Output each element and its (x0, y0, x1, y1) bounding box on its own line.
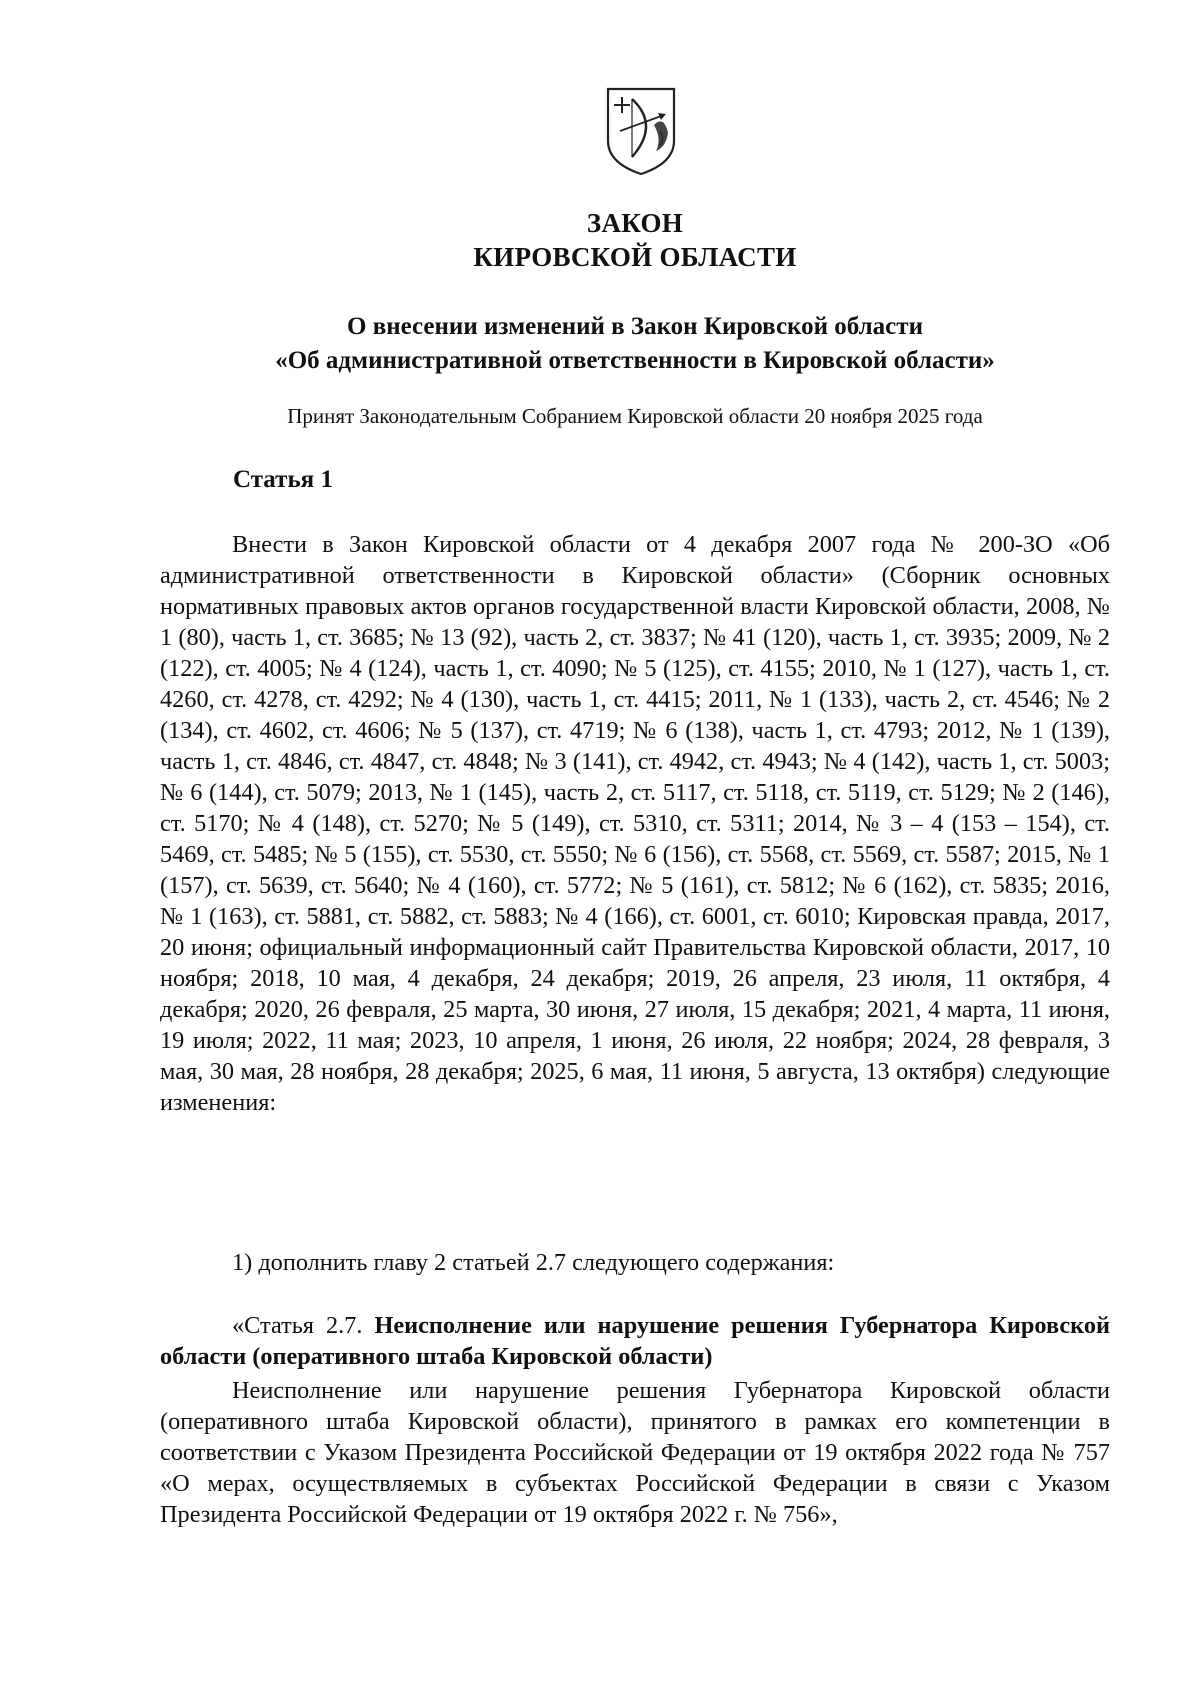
article-1-paragraph: Внести в Закон Кировской области от 4 декабря 2007 года № 200-ЗО «Об административной ответственности в Кировской области» (Сборник основных нормативных правовых актов органов государственной власти Кировской области, 2008, № 1 (80), часть 1, ст. 3685; № 13 (92), часть 2, ст. 3837; № 41 (120), часть 1, ст. 3935; 2009, № 2 (122), ст. 4005; № 4 (124), часть 1, ст. 4090; № 5 (125), ст. 4155; 2010, № 1 (127), часть 1, ст. 4260, ст. 4278, ст. 4292; № 4 (130), часть 1, ст. 4415; 2011, № 1 (133), часть 2, ст. 4546; № 2 (134), ст. 4602, ст. 4606; № 5 (137), ст. 4719; № 6 (138), часть 1, ст. 4793; 2012, № 1 (139), часть 1, ст. 4846, ст. 4847, ст. 4848; № 3 (141), ст. 4942, ст. 4943; № 4 (142), часть 1, ст. 5003; № 6 (144), ст. 5079; 2013, № 1 (145), часть 2, ст. 5117, ст. 5118, ст. 5119, ст. 5129; № 2 (146), ст. 5170; № 4 (148), ст. 5270; № 5 (149), ст. 5310, ст. 5311; 2014, № 3 – 4 (153 – 154), ст. 5469, ст. 5485; № 5 (155), ст. 5530, ст. 5550; № 6 (156), ст. 5568, ст. 5569, ст. 5587; 2015, № 1 (157), ст. 5639, ст. 5640; № 4 (160), ст. 5772; № 5 (161), ст. 5812; № 6 (162), ст. 5835; 2016, № 1 (163), ст. 5881, ст. 5882, ст. 5883; № 4 (166), ст. 6001, ст. 6010; Кировская правда, 2017, 20 июня; официальный информационный сайт Правительства Кировской области, 2017, 10 ноября; 2018, 10 мая, 4 декабря, 24 декабря; 2019, 26 апреля, 23 июля, 11 октября, 4 декабря; 2020, 26 февраля, 25 марта, 30 июня, 27 июля, 15 декабря; 2021, 4 марта, 11 июня, 19 июля; 2022, 11 мая; 2023, 10 апреля, 1 июня, 26 июля, 22 ноября; 2024, 28 февраля, 3 мая, 30 мая, 28 ноября, 28 декабря; 2025, 6 мая, 11 июня, 5 августа, 13 октября) следующие изменения: (160, 531, 1110, 1116)
law-label: ЗАКОН (586, 208, 684, 238)
article-2-7-prefix: «Статья 2.7. (232, 1312, 375, 1339)
article-2-7-title: Неисполнение или нарушение решения Губернатора Кировской области (оперативного штаба Кировской области) (160, 1312, 1110, 1370)
adoption-note: Принят Законодательным Собранием Кировской области 20 ноября 2025 года (287, 404, 983, 428)
law-subject (0, 310, 1200, 378)
law-region: КИРОВСКОЙ ОБЛАСТИ (473, 242, 797, 272)
article-1-item-1: 1) дополнить главу 2 статьей 2.7 следующего содержания: (232, 1249, 835, 1276)
article-2-7-heading (160, 1310, 1110, 1372)
article-1-heading: Статья 1 (233, 466, 333, 493)
subject-line-2: «Об административной ответственности в Кировской области» (275, 347, 995, 374)
law-title (0, 206, 1200, 274)
subject-line-1: О внесении изменений в Закон Кировской области (347, 313, 923, 340)
kirov-coat-of-arms-icon (602, 85, 680, 177)
article-2-7-paragraph: Неисполнение или нарушение решения Губернатора Кировской области (оперативного штаба Кировской области), принятого в рамках его компетенции в соответствии с Указом Президента Российской Федерации от 19 октября 2022 года № 757 «О мерах, осуществляемых в субъектах Российской Федерации в связи с Указом Президента Российской Федерации от 19 октября 2022 г. № 756», (160, 1377, 1110, 1528)
